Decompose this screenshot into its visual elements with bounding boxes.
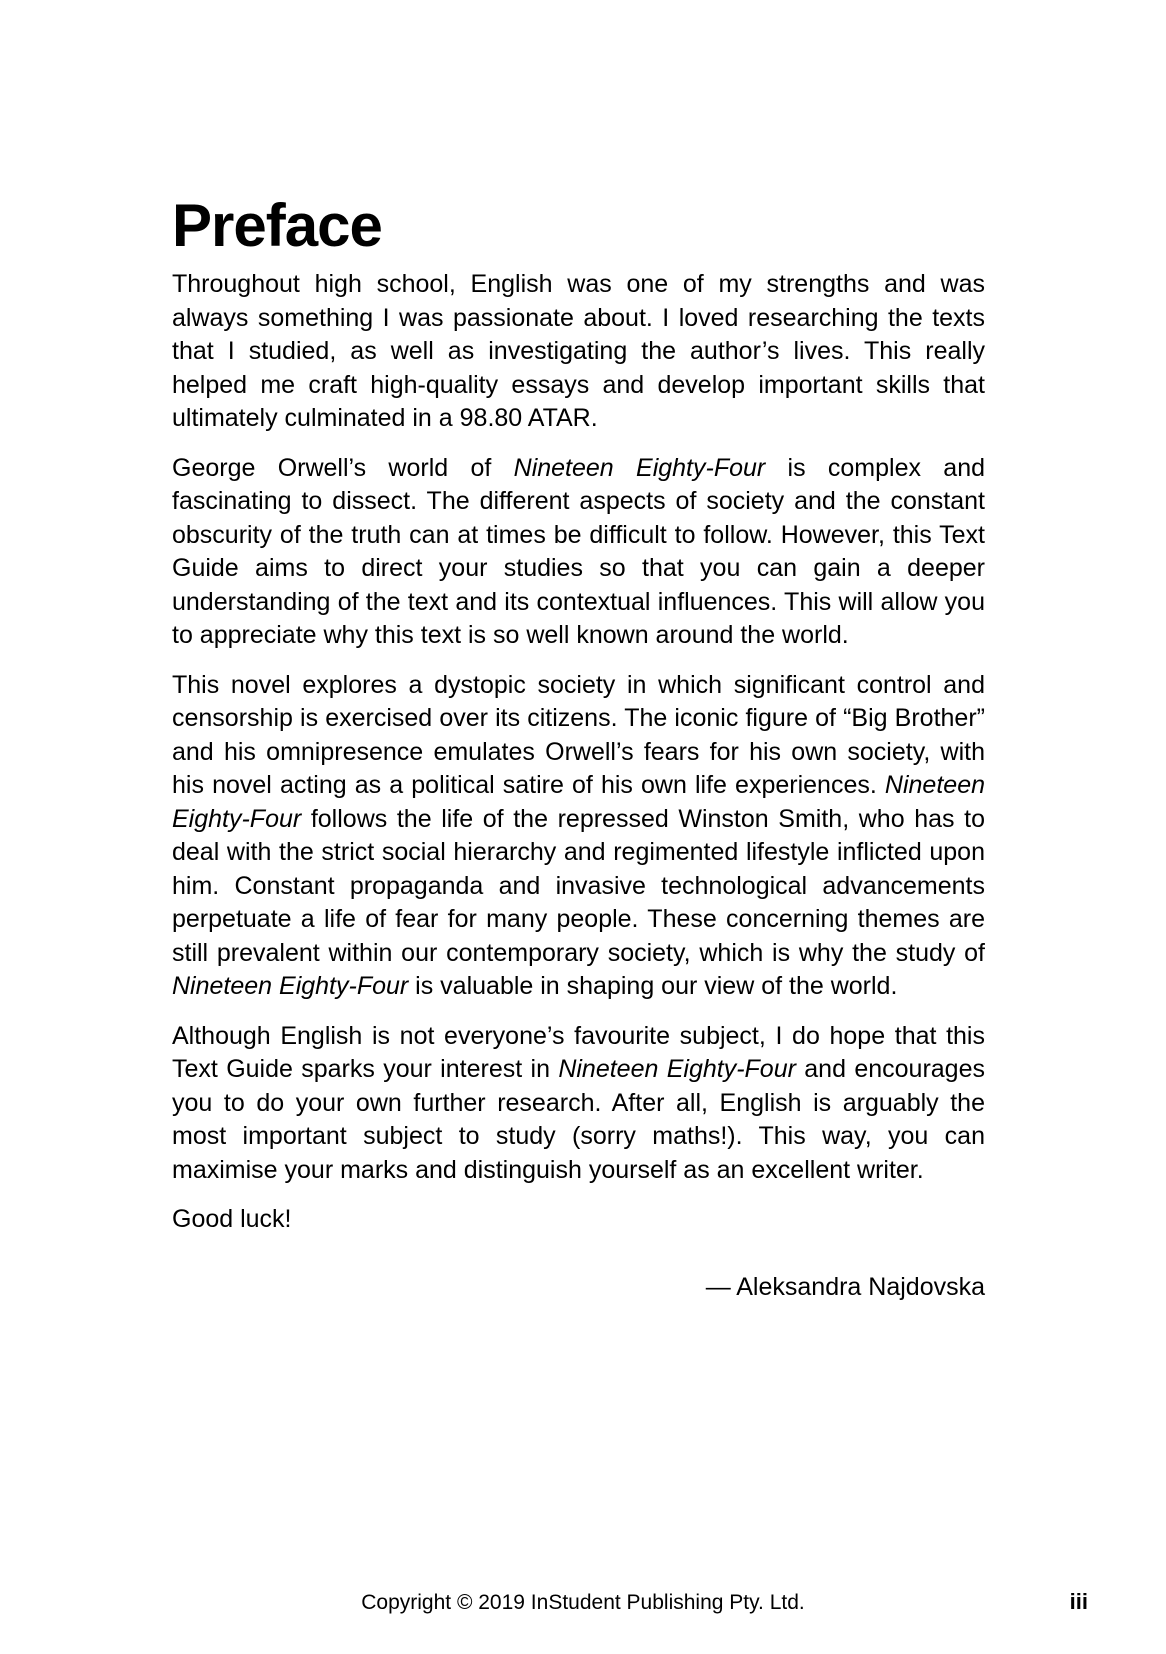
preface-paragraph (172, 1020, 985, 1188)
paragraph-text: Throughout high school, English was one of my strengths and was always something I was passionate about. I loved researching the texts that I studied, as well as investigating the author’s lives. This really helped me craft high-quality essays and develop important skills that ultimately culminated in a 98.80 ATAR. (172, 270, 985, 432)
paragraph-text: and encourages you to do your own further research. After all, English is arguably the most important subject to study (sorry maths!). This way, you can maximise your marks and distinguish yourself as an excellent writer. (172, 1055, 985, 1184)
page-title: Preface (172, 192, 382, 259)
preface-paragraphs (172, 268, 985, 1237)
book-title-italic: Nineteen Eighty-Four (172, 972, 409, 1000)
preface-paragraph (172, 268, 985, 436)
paragraph-text: follows the life of the repressed Winston Smith, who has to deal with the strict social hierarchy and regimented lifestyle inflicted upon him. Constant propaganda and invasive technological advancements perpetuate a life of fear for many people. These concerning themes are still prevalent within our contemporary society, which is why the study of (172, 804, 985, 967)
preface-paragraph (172, 1203, 985, 1237)
paragraph-text: is valuable in shaping our view of the world. (408, 972, 898, 1000)
paragraph-text: Although English is not everyone’s favourite subject, I do hope that this Text Guide sparks your interest in (172, 1021, 985, 1083)
preface-paragraph (172, 669, 985, 1004)
book-title-italic: Nineteen Eighty-Four (558, 1055, 796, 1083)
paragraph-text: This novel explores a dystopic society in which significant control and censorship is exercised over its citizens. The iconic figure of “Big Brother” and his omnipresence emulates Orwell’s fears for his own society, with his novel acting as a political satire of his own life experiences. (172, 670, 985, 799)
page-footer (0, 1590, 1166, 1624)
paragraph-text: is complex and fascinating to dissect. The different aspects of society and the constant obscurity of the truth can at times be difficult to follow. However, this Text Guide aims to direct your studies so that you can gain a deeper understanding of the text and its contextual influences. This will allow you to appreciate why this text is so well known around the world. (172, 453, 986, 649)
paragraph-text: George Orwell’s world of (172, 453, 514, 482)
book-title-italic: Nineteen Eighty-Four (172, 771, 985, 833)
preface-paragraph (172, 452, 985, 653)
page-number: iii (1069, 1589, 1088, 1614)
book-title-italic: Nineteen Eighty-Four (513, 453, 766, 482)
copyright-text: Copyright © 2019 InStudent Publishing Pty. Ltd. (361, 1591, 805, 1614)
page-content (172, 0, 985, 1304)
author-signature: — Aleksandra Najdovska (705, 1272, 985, 1301)
paragraph-text: Good luck! (172, 1205, 292, 1233)
